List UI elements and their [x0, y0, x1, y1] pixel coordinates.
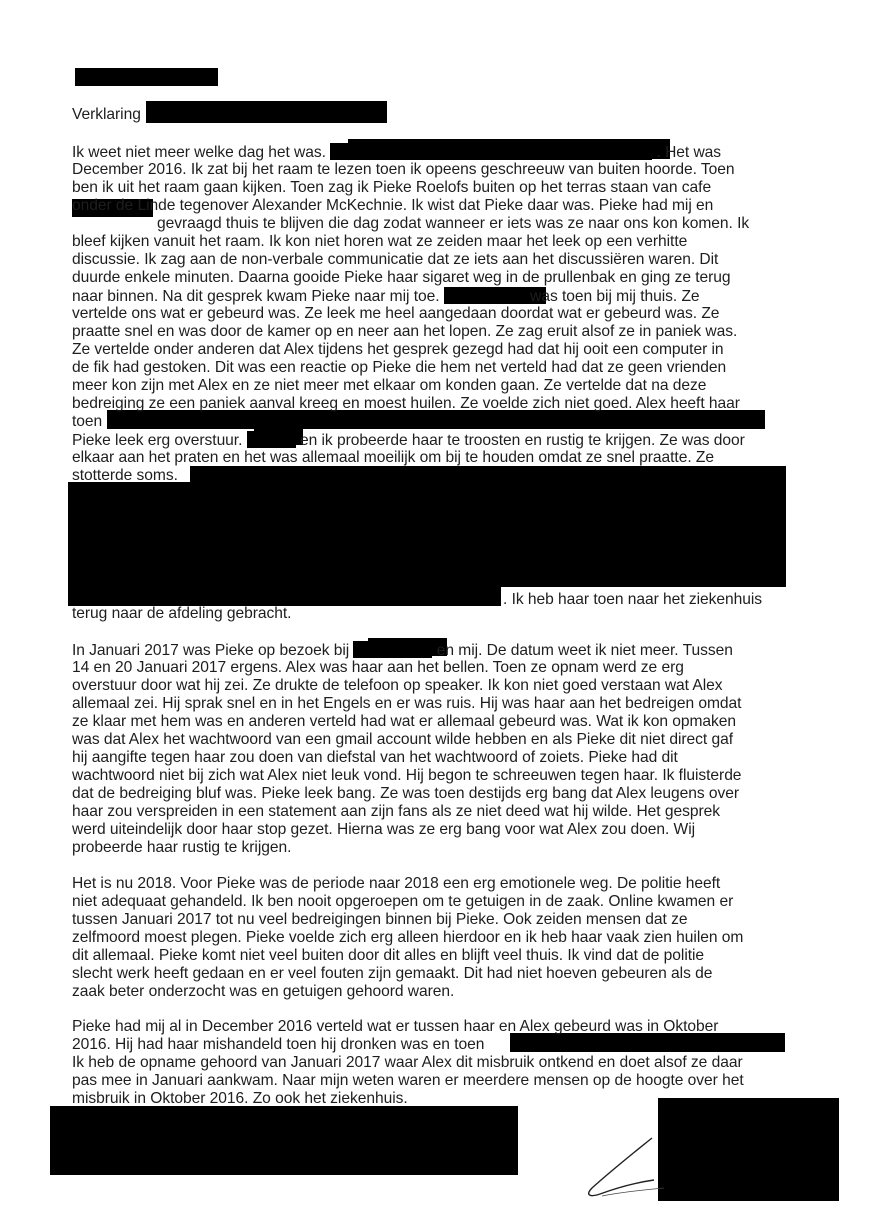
paragraph-line: gevraagd thuis te blijven die dag zodat wanneer er iets was ze naar ons kon komen. Ik [157, 215, 750, 232]
paragraph-line: wachtwoord niet bij zich wat Alex niet leuk vond. Hij begon te schreeuwen tegen haar. Ik fluisterde [72, 767, 742, 784]
paragraph-line: pas mee in Januari aankwam. Naar mijn weten waren er meerdere mensen op de hoogte over het [72, 1072, 744, 1089]
redaction-footer-right [658, 1098, 839, 1201]
paragraph-line: stotterde soms. [72, 467, 178, 484]
paragraph-line: praatte snel en was door de kamer op en neer aan het lopen. Ze zag eruit alsof ze in paniek was. [72, 323, 738, 340]
paragraph-line: . Ik heb haar toen naar het ziekenhuis [503, 591, 763, 608]
paragraph-line: duurde enkele minuten. Daarna gooide Pieke haar sigaret weg in de prullenbak en ging ze terug [72, 269, 731, 286]
paragraph-line: Pieke had mij al in December 2016 verteld wat er tussen haar en Alex gebeurd was in Oktober [72, 1018, 719, 1035]
paragraph-line: ben ik uit het raam gaan kijken. Toen zag ik Pieke Roelofs buiten op het terras staan van cafe [72, 179, 712, 196]
redaction-title [146, 101, 387, 123]
paragraph-line: werd uiteindelijk door haar stop gezet. Hierna was ze erg bang voor wat Alex zou doen. Wij [72, 821, 696, 838]
paragraph-line: zelfmoord moest plegen. Pieke voelde zich erg alleen hierdoor en ik heb haar vaak zien huilen om [72, 929, 744, 946]
paragraph-line: vertelde ons wat er gebeurd was. Ze leek me heel aangedaan doordat wat er gebeurd was. Ze [72, 305, 720, 322]
paragraph-line: Ik heb de opname gehoord van Januari 2017 waar Alex dit misbruik ontkend en doet alsof ze daar [72, 1054, 743, 1071]
paragraph-line: terug naar de afdeling gebracht. [72, 605, 292, 622]
paragraph-line: niet adequaat gehandeld. Ik ben nooit opgeroepen om te getuigen in de zaak. Online kwamen er [72, 893, 734, 910]
paragraph-line: naar binnen. Na dit gesprek kwam Pieke naar mij toe. was toen bij mij thuis. Ze [72, 288, 700, 305]
paragraph-line: 2016. Hij had haar mishandeld toen hij dronken was en toen [72, 1036, 485, 1053]
paragraph-line: bleef kijken vanuit het raam. Ik kon niet horen wat ze zeiden maar het leek op een verhitte [72, 233, 688, 250]
paragraph-line: misbruik in Oktober 2016. Zo ook het ziekenhuis. [72, 1090, 408, 1107]
paragraph-line: was dat Alex het wachtwoord van een gmail account wilde hebben en als Pieke dit niet direct gaf [72, 731, 733, 748]
redaction-header [75, 68, 218, 86]
redaction-block-large [68, 482, 786, 587]
paragraph-line: discussie. Ik zag aan de non-verbale communicatie dat ze iets aan het discussiëren waren. Dit [72, 251, 719, 268]
paragraph-line: dat de bedreiging bluf was. Pieke leek bang. Ze was toen destijds erg bang dat Alex leugens over [72, 785, 740, 802]
paragraph-line: Het is nu 2018. Voor Pieke was de periode naar 2018 een erg emotionele weg. De politie heeft [72, 875, 721, 892]
paragraph-line: elkaar aan het praten en het was allemaal moeilijk om bij te houden omdat ze snel praatte. Ze [72, 449, 714, 466]
signature-image [582, 1130, 672, 1200]
paragraph-line: zaak beter onderzocht was en getuigen gehoord waren. [72, 983, 455, 1000]
paragraph-line: toen [72, 413, 103, 430]
paragraph-line: hij aangifte tegen haar zou doen van diefstal van het wachtwoord of zoiets. Pieke had dit [72, 749, 678, 766]
paragraph-line: probeerde haar rustig te krijgen. [72, 839, 292, 856]
paragraph-line: Ze vertelde onder anderen dat Alex tijdens het gesprek gezegd had dat hij ooit een computer in [72, 341, 724, 358]
paragraph-line: December 2016. Ik zat bij het raam te lezen toen ik opeens geschreeuw van buiten hoorde. Toen [72, 161, 735, 178]
paragraph-line: tussen Januari 2017 tot nu veel bedreigingen binnen bij Pieke. Ook zeiden mensen dat ze [72, 911, 688, 928]
paragraph-line: allemaal zei. Hij sprak snel en in het Engels en er was ruis. Hij was haar aan het bedreigen omdat [72, 695, 742, 712]
paragraph-line: Pieke leek erg overstuur. en ik probeerde haar te troosten en rustig te krijgen. Ze was door [72, 432, 745, 449]
paragraph-line: 14 en 20 Januari 2017 ergens. Alex was haar aan het bellen. Toen ze opnam werd ze erg [72, 659, 684, 676]
paragraph-line: bedreiging ze een paniek aanval kreeg en moest huilen. Ze voelde zich niet goed. Alex heeft haar [72, 395, 740, 412]
paragraph-line: slecht werk heeft gedaan en er veel fouten zijn gemaakt. Dit had niet hoeven gebeuren als de [72, 965, 713, 982]
paragraph-line: onder de Linde tegenover Alexander McKechnie. Ik wist dat Pieke daar was. Pieke had mij en [72, 197, 714, 214]
redaction-footer-left [50, 1106, 518, 1175]
redaction-block-large [68, 585, 501, 606]
paragraph-line: In Januari 2017 was Pieke op bezoek bij en mij. De datum weet ik niet meer. Tussen [72, 642, 733, 659]
paragraph-line: haar zou verspreiden in een statement aan zijn fans als ze niet deed wat hij wilde. Het gesprek [72, 803, 720, 820]
paragraph-line: meer kon zijn met Alex en ze niet meer met elkaar om konden gaan. Ze vertelde dat na deze [72, 377, 707, 394]
document-title: Verklaring [72, 106, 141, 123]
paragraph-line: Ik weet niet meer welke dag het was. . Het was [72, 144, 722, 161]
paragraph-line: overstuur door wat hij zei. Ze drukte de telefoon op speaker. Ik kon niet goed verstaan wat Alex [72, 677, 723, 694]
paragraph-line: dit allemaal. Pieke komt niet veel buiten door dit alles en blijft veel thuis. Ik vind dat de politie [72, 947, 705, 964]
paragraph-line: de fik had gestoken. Dit was een reactie op Pieke die hem net verteld had dat ze geen vrienden [72, 359, 727, 376]
paragraph-line: ze klaar met hem was en anderen verteld had wat er allemaal gebeurd was. Wat ik kon opmaken [72, 713, 737, 730]
